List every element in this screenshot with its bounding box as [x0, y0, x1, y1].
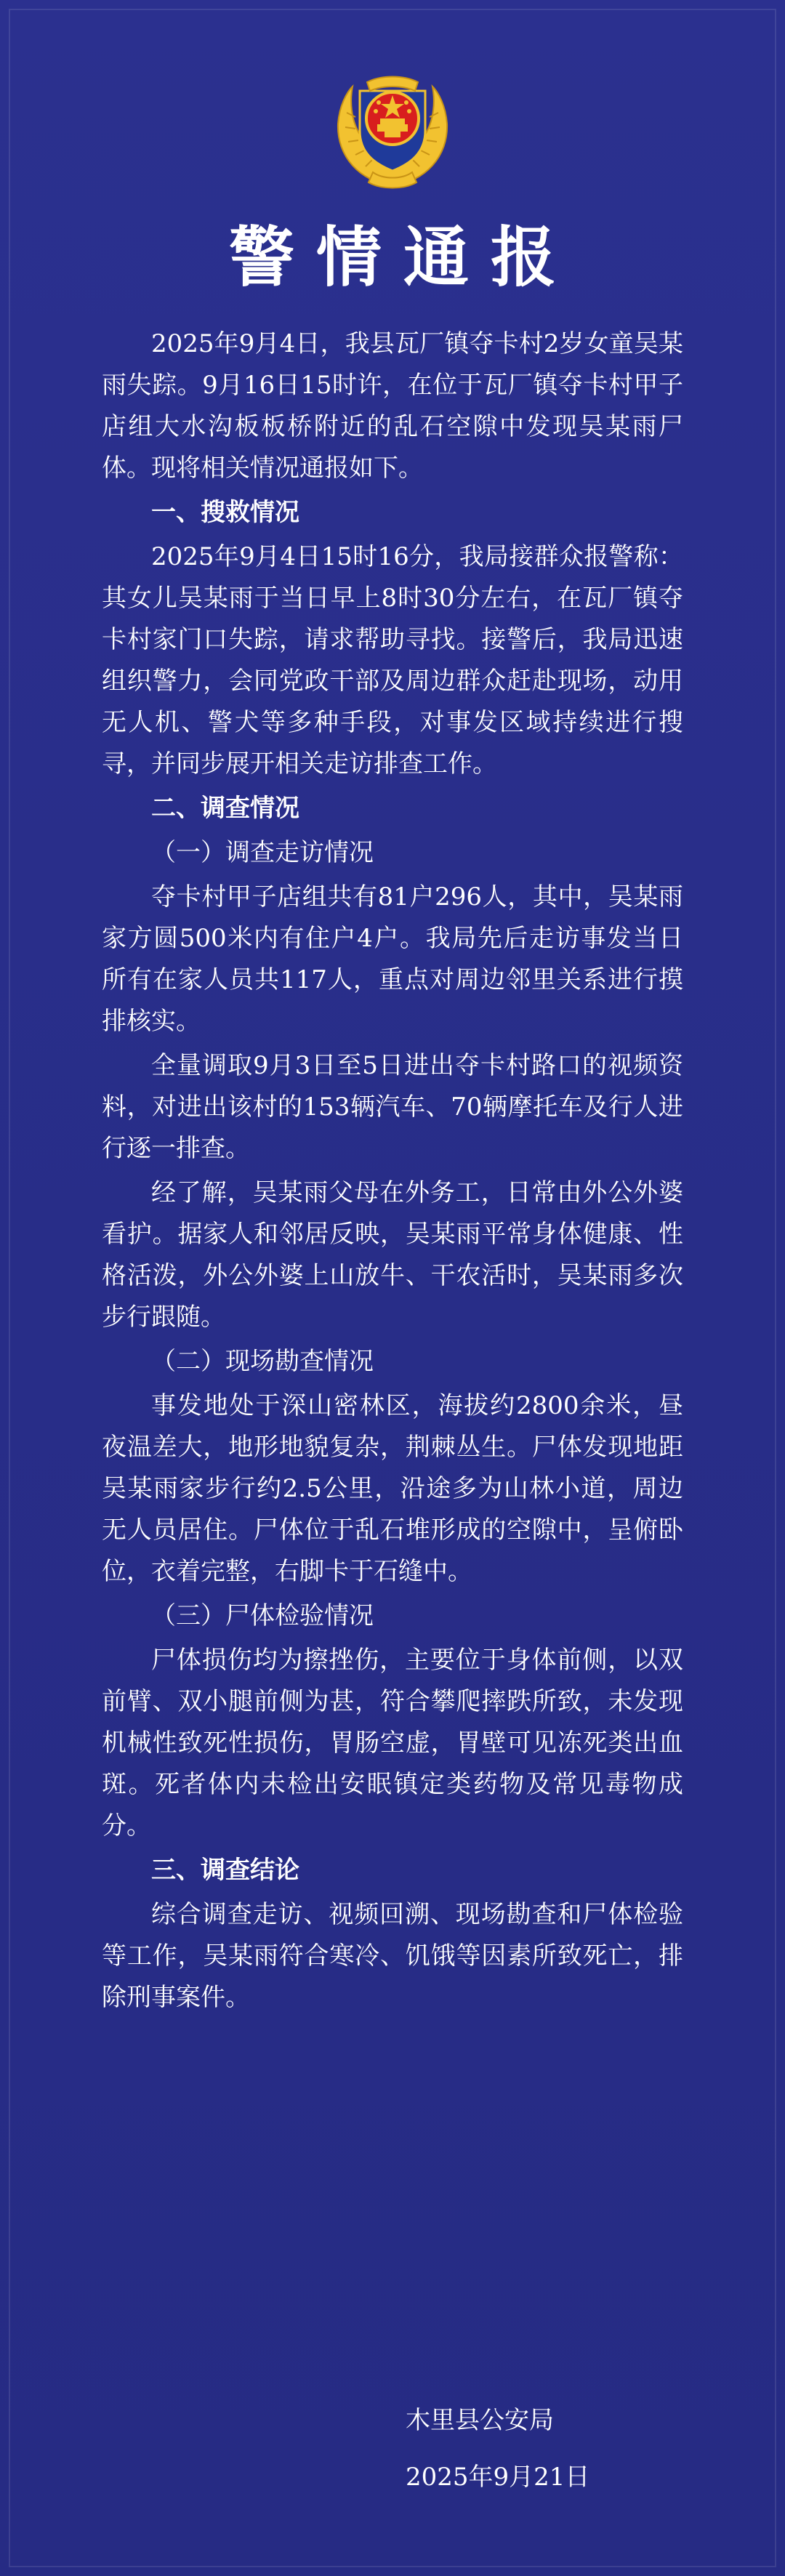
body-paragraph: 事发地处于深山密林区，海拔约2800余米，昼夜温差大，地形地貌复杂，荆棘丛生。尸体发现地距吴某雨家步行约2.5公里，沿途多为山林小道，周边无人员居住。尸体位于乱石堆形成的空隙中，呈俯卧位，衣着完整，右脚卡于石缝中。: [102, 1391, 683, 1586]
section-heading: 三、调查结论: [151, 1856, 299, 1885]
police-emblem-icon: [331, 62, 454, 193]
subsection-heading: （二）现场勘查情况: [151, 1347, 374, 1376]
body-paragraph: 经了解，吴某雨父母在外务工，日常由外公外婆看护。据家人和邻居反映，吴某雨平常身体健康、性格活泼，外公外婆上山放牛、干农活时，吴某雨多次步行跟随。: [102, 1178, 683, 1332]
body-paragraph: 尸体损伤均为擦挫伤，主要位于身体前侧，以双前臂、双小腿前侧为甚，符合攀爬摔跌所致，未发现机械性致死性损伤，胃肠空虚，胃壁可见冻死类出血斑。死者体内未检出安眠镇定类药物及常见毒物成分。: [102, 1646, 683, 1840]
body-paragraph: 全量调取9月3日至5日进出夺卡村路口的视频资料，对进出该村的153辆汽车、70辆摩托车及行人进行逐一排查。: [102, 1051, 683, 1163]
subsection-heading: （一）调查走访情况: [151, 838, 374, 867]
body-paragraph: 综合调查走访、视频回溯、现场勘查和尸体检验等工作，吴某雨符合寒冷、饥饿等因素所致死亡，排除刑事案件。: [102, 1900, 683, 2012]
issue-date: 2025年9月21日: [406, 2463, 590, 2492]
intro-paragraph: 2025年9月4日，我县瓦厂镇夺卡村2岁女童吴某雨失踪。9月16日15时许，在位于瓦厂镇夺卡村甲子店组大水沟板板桥附近的乱石空隙中发现吴某雨尸体。现将相关情况通报如下。: [102, 329, 683, 483]
body-paragraph: 夺卡村甲子店组共有81户296人，其中，吴某雨家方圆500米内有住户4户。我局先后走访事发当日所有在家人员共117人，重点对周边邻里关系进行摸排核实。: [102, 882, 683, 1036]
notice-body: [102, 323, 683, 2021]
issuer-name: 木里县公安局: [406, 2406, 554, 2435]
section-heading: 一、搜救情况: [151, 498, 299, 527]
page-title: 警情通报: [229, 220, 578, 296]
subsection-heading: （三）尸体检验情况: [151, 1601, 374, 1630]
section-heading: 二、调查情况: [151, 794, 299, 823]
body-paragraph: 2025年9月4日15时16分，我局接群众报警称：其女儿吴某雨于当日早上8时30分左右，在瓦厂镇夺卡村家门口失踪，请求帮助寻找。接警后，我局迅速组织警力，会同党政干部及周边群众赶赴现场，动用无人机、警犬等多种手段，对事发区域持续进行搜寻，并同步展开相关走访排查工作。: [102, 542, 683, 778]
